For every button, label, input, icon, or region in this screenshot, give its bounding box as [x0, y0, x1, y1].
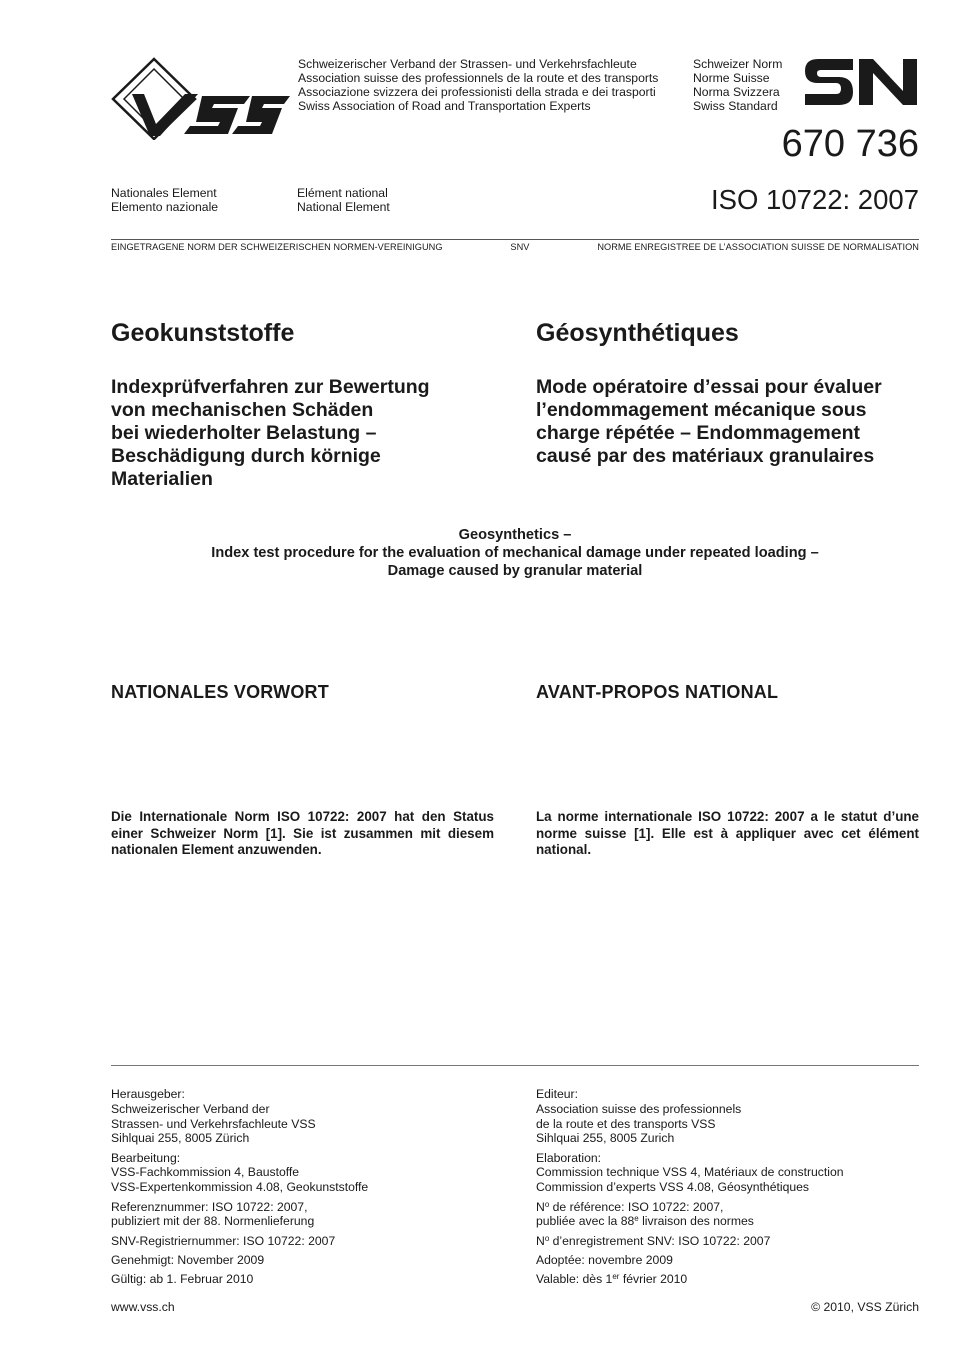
norm-name-en: Swiss Standard: [693, 99, 778, 113]
reference-de-line: publiziert mit der 88. Normenlieferung: [111, 1214, 315, 1229]
ref2-pre: publiée avec la 88: [536, 1214, 635, 1229]
valid-fr: [536, 1272, 844, 1287]
valid-sup: er: [612, 1272, 620, 1282]
ref-rest: de référence: ISO 10722: 2007,: [549, 1199, 724, 1214]
publisher-fr: [536, 1087, 844, 1146]
reg-prefix-sup: o: [544, 1233, 550, 1243]
vss-logo: [110, 56, 292, 140]
ref-prefix-sup: o: [544, 1199, 550, 1209]
norm-name-it: Norma Svizzera: [693, 85, 780, 99]
editing-de-line: VSS-Expertenkommission 4.08, Geokunststoffe: [111, 1180, 369, 1195]
reference-fr: [536, 1200, 844, 1230]
reg-prefix: N: [536, 1233, 545, 1248]
national-element-en: National Element: [297, 200, 390, 214]
subtitle-de-line: Beschädigung durch körnige: [111, 445, 381, 467]
publisher-de-line: Schweizerischer Verband der: [111, 1101, 270, 1116]
subtitle-de: [111, 376, 430, 491]
publisher-de-line: Sihlquai 255, 8005 Zürich: [111, 1131, 250, 1146]
registry-fr: [536, 1234, 844, 1249]
subtitle-de-line: bei wiederholter Belastung –: [111, 422, 377, 444]
ref2-post: livraison des normes: [638, 1214, 754, 1229]
valid-post: février 2010: [619, 1272, 688, 1287]
title-fr: Géosynthétiques: [536, 319, 739, 347]
norm-name-de: Schweizer Norm: [693, 57, 783, 71]
subtitle-fr-line: l’endommagement mécanique sous: [536, 399, 867, 421]
registration-row: [111, 242, 919, 252]
footer-fr: [536, 1087, 844, 1292]
footer-de: [111, 1087, 368, 1292]
association-line-it: Associazione svizzera dei professionisti della strada e dei trasporti: [298, 85, 656, 99]
foreword-heading-de: NATIONALES VORWORT: [111, 682, 329, 702]
publisher-de-line: Strassen- und Verkehrsfachleute VSS: [111, 1116, 316, 1131]
subtitle-de-line: Materialien: [111, 468, 213, 490]
title-en-line: Geosynthetics –: [458, 527, 572, 543]
editing-fr-line: Elaboration:: [536, 1150, 602, 1165]
editing-de: [111, 1151, 368, 1195]
foreword-text-de: Die Internationale Norm ISO 10722: 2007 hat den Status einer Schweizer Norm [1]. Sie ist zusammen mit diesem nationalen Element anzuwenden.: [111, 809, 494, 857]
national-element-left: [111, 186, 218, 214]
publisher-de: [111, 1087, 368, 1146]
publisher-fr-line: de la route et des transports VSS: [536, 1116, 716, 1131]
national-element-de: Nationales Element: [111, 186, 217, 200]
editing-fr-line: Commission d’experts VSS 4.08, Géosynthétiques: [536, 1180, 809, 1195]
reference-de: [111, 1200, 368, 1230]
title-en-line: Index test procedure for the evaluation of mechanical damage under repeated loading –: [211, 545, 819, 561]
subtitle-fr-line: Mode opératoire d’essai pour évaluer: [536, 376, 882, 398]
association-line-en: Swiss Association of Road and Transportation Experts: [298, 99, 591, 113]
subtitle-de-line: von mechanischen Schäden: [111, 399, 374, 421]
publisher-fr-line: Editeur:: [536, 1087, 579, 1101]
copyright: © 2010, VSS Zürich: [811, 1300, 919, 1314]
reference-fr-line: [536, 1200, 844, 1215]
subtitle-fr-line: charge répétée – Endommagement: [536, 422, 861, 444]
publisher-de-line: Herausgeber:: [111, 1087, 185, 1101]
national-element-it: Elemento nazionale: [111, 200, 219, 214]
sn-number: 670 736: [781, 123, 919, 165]
national-element-fr: Elément national: [297, 186, 388, 200]
association-line-de: Schweizerischer Verband der Strassen- und Verkehrsfachleute: [298, 57, 637, 71]
norm-name-fr: Norme Suisse: [693, 71, 770, 85]
publisher-fr-line: Sihlquai 255, 8005 Zurich: [536, 1131, 675, 1146]
sn-logo: [803, 56, 919, 108]
association-line-fr: Association suisse des professionnels de la route et des transports: [298, 71, 659, 85]
title-en: [111, 526, 919, 580]
ref2-sup: e: [634, 1214, 639, 1224]
editing-fr-line: Commission technique VSS 4, Matériaux de construction: [536, 1165, 844, 1180]
approved-fr: Adoptée: novembre 2009: [536, 1252, 673, 1267]
reference-fr-line: [536, 1214, 844, 1229]
subtitle-de-line: Indexprüfverfahren zur Bewertung: [111, 376, 430, 398]
approved-de: Genehmigt: November 2009: [111, 1252, 265, 1267]
iso-reference: ISO 10722: 2007: [711, 184, 919, 215]
editing-de-line: Bearbeitung:: [111, 1150, 181, 1165]
ref-prefix: N: [536, 1199, 545, 1214]
association-names: [298, 57, 658, 113]
subtitle-fr: [536, 376, 882, 468]
foreword-text-fr: La norme internationale ISO 10722: 2007 a le statut d’une norme suisse [1]. Elle est à appliquer avec cet élément national.: [536, 809, 919, 857]
registration-left: EINGETRAGENE NORM DER SCHWEIZERISCHEN NORMEN-VEREINIGUNG: [111, 242, 443, 252]
registration-right: NORME ENREGISTREE DE L’ASSOCIATION SUISSE DE NORMALISATION: [597, 242, 919, 252]
registry-de: SNV-Registriernummer: ISO 10722: 2007: [111, 1233, 336, 1248]
website-link[interactable]: www.vss.ch: [111, 1300, 175, 1314]
national-element-right: [297, 186, 390, 214]
foreword-heading-fr: AVANT-PROPOS NATIONAL: [536, 682, 779, 702]
reference-de-line: Referenznummer: ISO 10722: 2007,: [111, 1199, 308, 1214]
valid-pre: Valable: dès 1: [536, 1272, 613, 1287]
subtitle-fr-line: causé par des matériaux granulaires: [536, 445, 875, 467]
footer-divider: [111, 1065, 919, 1066]
registration-center: SNV: [510, 242, 530, 252]
editing-de-line: VSS-Fachkommission 4, Baustoffe: [111, 1165, 300, 1180]
title-en-line: Damage caused by granular material: [387, 563, 643, 579]
title-de: Geokunststoffe: [111, 319, 295, 347]
publisher-fr-line: Association suisse des professionnels: [536, 1101, 742, 1116]
valid-de: Gültig: ab 1. Februar 2010: [111, 1272, 254, 1287]
norm-names: [693, 57, 782, 113]
editing-fr: [536, 1151, 844, 1195]
registration-divider: [111, 239, 919, 240]
reg-rest: d’enregistrement SNV: ISO 10722: 2007: [549, 1233, 771, 1248]
